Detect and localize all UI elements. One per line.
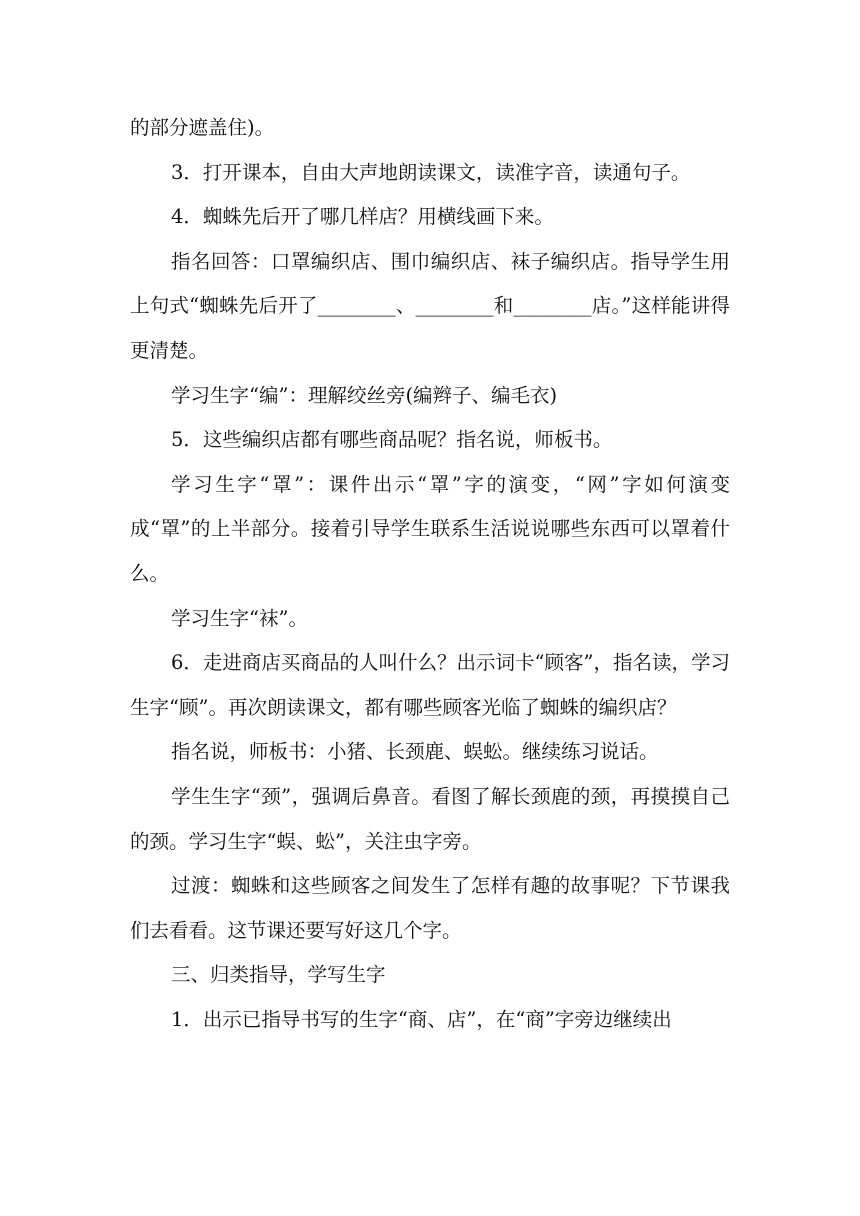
paragraph-3: 4．蜘蛛先后开了哪几样店？用横线画下来。	[171, 205, 554, 229]
paragraph-5: 学习生字“编”：理解绞丝旁(编辫子、编毛衣)	[171, 383, 558, 407]
paragraph-1: 的部分遮盖住)。	[130, 116, 275, 139]
paragraph-14: 1．出示已指导书写的生字“商、店”，在“商”字旁边继续出	[171, 1007, 672, 1031]
paragraph-8: 学习生字“袜”。	[171, 606, 308, 630]
paragraph-2: 3．打开课本，自由大声地朗读课文，读准字音，读通句子。	[171, 160, 691, 184]
paragraph-12: 过渡：蜘蛛和这些顾客之间发生了怎样有趣的故事呢？下节课我们去看看。这节课还要写好这几个字。	[130, 874, 730, 942]
paragraph-9: 6．走进商店买商品的人叫什么？出示词卡“顾客”，指名读，学习生字“顾”。再次朗读课文，都有哪些顾客光临了蜘蛛的编织店？	[130, 651, 730, 719]
paragraph-4: 指名回答：口罩编织店、围巾编织店、袜子编织店。指导学生用上句式“蜘蛛先后开了________、________和________店。”这样能讲得更清楚。	[130, 249, 730, 362]
paragraph-10: 指名说，师板书：小猪、长颈鹿、蜈蚣。继续练习说话。	[171, 740, 659, 764]
document-page	[130, 106, 730, 1042]
paragraph-6: 5．这些编织店都有哪些商品呢？指名说，师板书。	[171, 428, 613, 452]
paragraph-11: 学生生字“颈”，强调后鼻音。看图了解长颈鹿的颈，再摸摸自己的颈。学习生字“蜈、蚣”，关注虫字旁。	[130, 784, 730, 853]
section-heading: 三、归类指导，学写生字	[171, 963, 386, 987]
paragraph-7: 学习生字“罩”：课件出示“罩”字的演变，“网”字如何演变成“罩”的上半部分。接着引导学生联系生活说说哪些东西可以罩着什么。	[130, 472, 730, 585]
